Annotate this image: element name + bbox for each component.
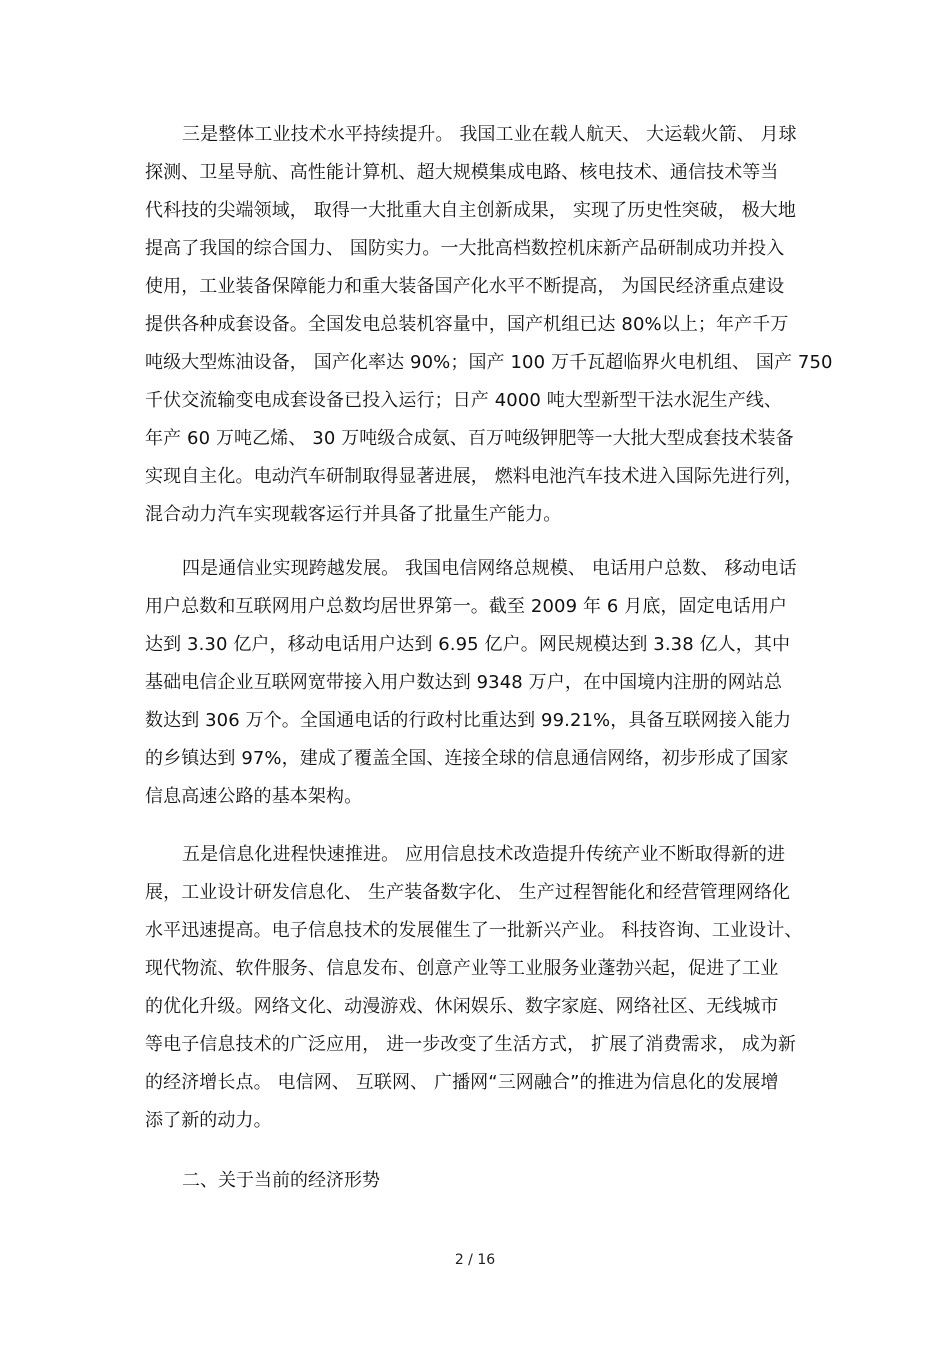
paragraph-industrial-technology (145, 116, 833, 534)
text-line: 的经济增长点。 电信网、 互联网、 广播网“三网融合”的推进为信息化的发展增 (145, 1072, 779, 1093)
text-line: 水平迅速提高。电子信息技术的发展催生了一批新兴产业。 科技咨询、工业设计、 (145, 920, 803, 941)
text-line: 展，工业设计研发信息化、 生产装备数字化、 生产过程智能化和经营管理网络化 (145, 882, 791, 903)
text-line: 实现自主化。电动汽车研制取得显著进展， 燃料电池汽车技术进入国际先进行列， (145, 466, 803, 487)
text-line: 的优化升级。网络文化、动漫游戏、休闲娱乐、数字家庭、网络社区、无线城市 (145, 996, 779, 1017)
text-line: 信息高速公路的基本架构。 (145, 786, 363, 807)
text-line: 代科技的尖端领域， 取得一大批重大自主创新成果， 实现了历史性突破， 极大地 (145, 200, 796, 221)
text-line: 吨级大型炼油设备， 国产化率达 90%；国产 100 万千瓦超临界火电机组、 国产 750 (145, 352, 833, 373)
text-line: 使用，工业装备保障能力和重大装备国产化水平不断提高， 为国民经济重点建设 (145, 276, 785, 297)
paragraph-telecommunications (145, 550, 815, 816)
text-line: 用户总数和互联网用户总数均居世界第一。截至 2009 年 6 月底，固定电话用户 (145, 596, 788, 617)
text-line: 五是信息化进程快速推进。 应用信息技术改造提升传统产业不断取得新的进 (182, 844, 786, 865)
text-line: 基础电信企业互联网宽带接入用户数达到 9348 万户，在中国境内注册的网站总 (145, 672, 783, 693)
text-line: 达到 3.30 亿户，移动电话用户达到 6.95 亿户。网民规模达到 3.38 亿人，其中 (145, 634, 791, 655)
text-line: 四是通信业实现跨越发展。 我国电信网络总规模、 电话用户总数、 移动电话 (182, 558, 797, 579)
text-line: 现代物流、软件服务、信息发布、创意产业等工业服务业蓬勃兴起，促进了工业 (145, 958, 779, 979)
text-line: 添了新的动力。 (145, 1110, 272, 1131)
text-line: 等电子信息技术的广泛应用， 进一步改变了生活方式， 扩展了消费需求， 成为新 (145, 1034, 796, 1055)
text-line: 混合动力汽车实现载客运行并具备了批量生产能力。 (145, 504, 562, 525)
text-line: 三是整体工业技术水平持续提升。 我国工业在载人航天、 大运载火箭、 月球 (182, 124, 797, 145)
page-number: 2 / 16 (454, 1252, 496, 1268)
text-line: 提供各种成套设备。全国发电总装机容量中，国产机组已达 80%以上；年产千万 (145, 314, 789, 335)
text-line: 的乡镇达到 97%，建成了覆盖全国、连接全球的信息通信网络，初步形成了国家 (145, 748, 789, 769)
text-line: 提高了我国的综合国力、 国防实力。一大批高档数控机床新产品研制成功并投入 (145, 238, 785, 259)
section-heading: 二、关于当前的经济形势 (182, 1170, 380, 1191)
text-line: 探测、卫星导航、高性能计算机、超大规模集成电路、核电技术、通信技术等当 (145, 162, 779, 183)
paragraph-informatization (145, 836, 815, 1140)
text-line: 千伏交流输变电成套设备已投入运行；日产 4000 吨大型新型干法水泥生产线、 (145, 390, 783, 411)
text-line: 年产 60 万吨乙烯、 30 万吨级合成氨、百万吨级钾肥等一大批大型成套技术装备 (145, 428, 794, 449)
text-line: 数达到 306 万个。全国通电话的行政村比重达到 99.21%，具备互联网接入能力 (145, 710, 792, 731)
